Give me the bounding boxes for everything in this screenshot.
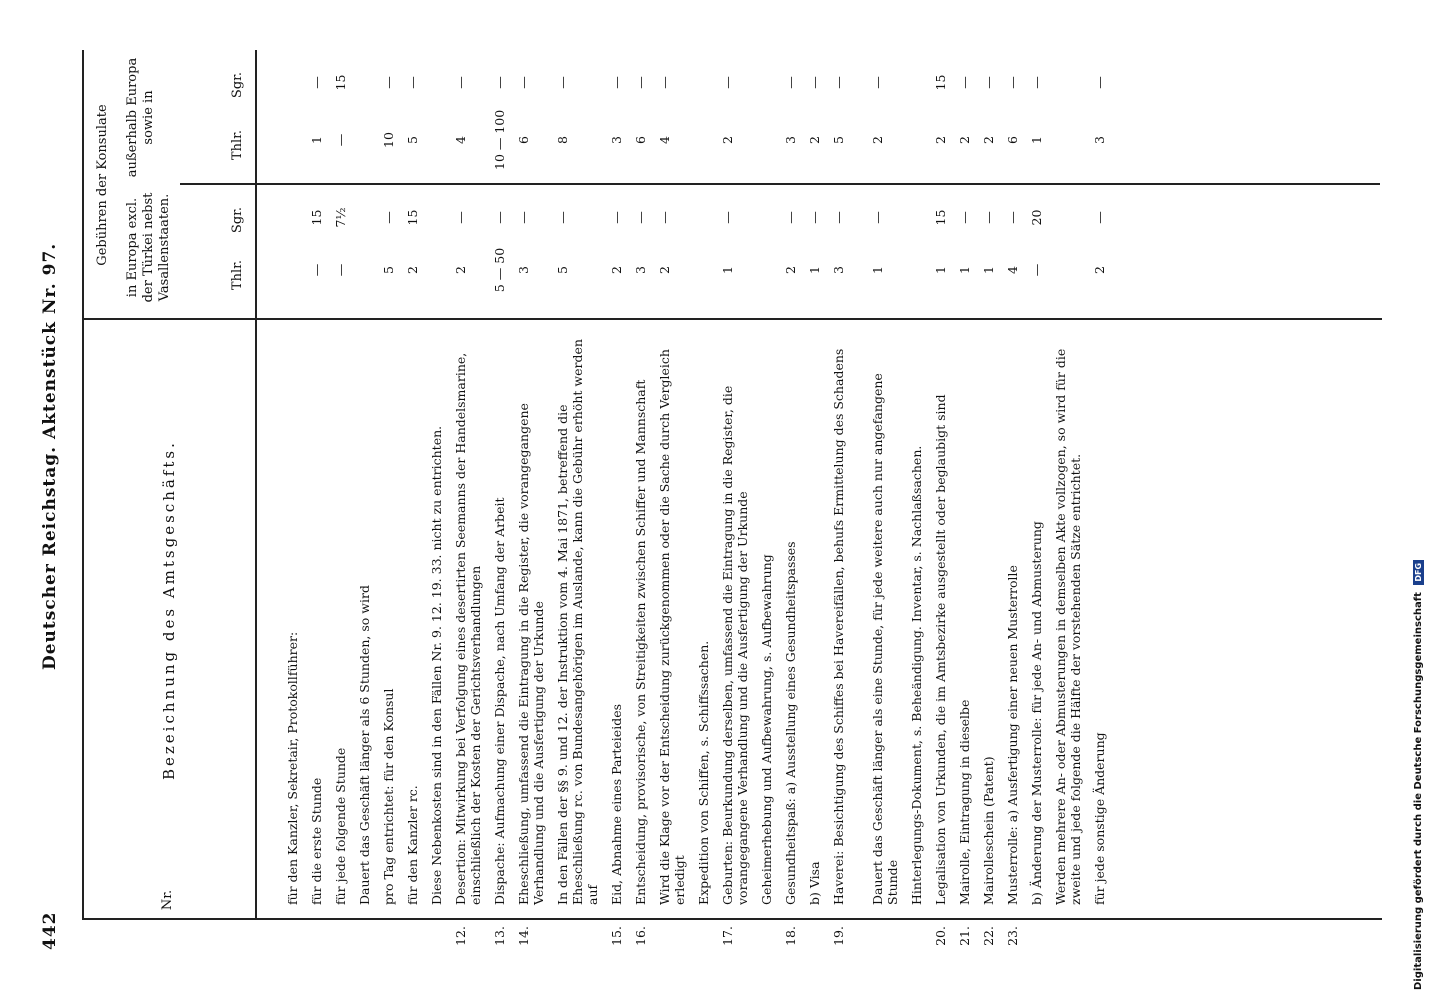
row-outside-sgr: —	[1092, 76, 1107, 89]
row-designation: Geheimerhebung und Aufbewahrung, s. Aufbewahrung	[759, 554, 774, 905]
row-outside-thlr: 5	[831, 136, 846, 144]
row-outside-thlr: 6	[516, 136, 531, 144]
row-number: 19.	[831, 926, 846, 946]
row-designation: für jede sonstige Änderung	[1092, 732, 1107, 905]
row-europe-sgr: —	[516, 211, 531, 224]
row-europe-thlr: 5	[555, 266, 570, 274]
row-europe-thlr: —	[309, 263, 324, 277]
row-outside-thlr: —	[333, 133, 348, 147]
row-outside-thlr: 2	[933, 136, 948, 144]
row-europe-sgr: —	[381, 211, 396, 224]
col-europe-sgr: Sgr.	[230, 206, 245, 234]
row-europe-sgr: —	[453, 211, 468, 224]
row-europe-sgr: 15	[309, 209, 324, 226]
col-europe-header: in Europa excl. der Türkei nebst Vasallenstaaten.	[125, 192, 172, 303]
row-outside-sgr: —	[555, 76, 570, 89]
row-designation: Legalisation von Urkunden, die im Amtsbezirke ausgestellt oder beglaubigt sind	[933, 394, 948, 905]
row-number: 14.	[516, 926, 531, 946]
rule-nr-col	[82, 918, 1382, 920]
row-europe-thlr: 2	[783, 266, 798, 274]
row-europe-sgr: —	[555, 211, 570, 224]
row-europe-thlr: 3	[633, 266, 648, 274]
row-europe-sgr: —	[783, 211, 798, 224]
row-number: 12.	[453, 926, 468, 946]
row-europe-sgr: —	[957, 211, 972, 224]
row-outside-thlr: 6	[1005, 136, 1020, 144]
row-outside-sgr: —	[1029, 76, 1044, 89]
col-designation-header: Bezeichnung des Amtsgeschäfts.	[160, 440, 178, 780]
row-designation: für jede folgende Stunde	[333, 747, 348, 905]
row-europe-sgr: —	[981, 211, 996, 224]
row-outside-sgr: —	[609, 76, 624, 89]
row-designation: Eid, Abnahme eines Parteieides	[609, 703, 624, 905]
row-europe-thlr: 2	[1092, 266, 1107, 274]
row-number: 20.	[933, 926, 948, 946]
row-designation: Mairolle, Eintragung in dieselbe	[957, 699, 972, 905]
row-outside-sgr: —	[381, 76, 396, 89]
row-europe-sgr: —	[1005, 211, 1020, 224]
rule-head-bottom	[255, 50, 257, 920]
row-number: 13.	[492, 926, 507, 946]
row-designation: b) Änderung der Musterrolle: für jede An- und Abmusterung	[1029, 521, 1044, 905]
row-outside-sgr: —	[783, 76, 798, 89]
row-outside-thlr: 1	[309, 136, 324, 144]
row-outside-sgr: —	[720, 76, 735, 89]
row-europe-thlr: 1	[957, 266, 972, 274]
row-europe-thlr: 1	[870, 266, 885, 274]
row-designation: Expedition von Schiffen, s. Schiffssachen.	[696, 640, 711, 905]
row-europe-thlr: —	[333, 263, 348, 277]
row-europe-thlr: 2	[453, 266, 468, 274]
row-outside-thlr: 10 — 100	[492, 109, 507, 170]
row-outside-thlr: 3	[609, 136, 624, 144]
row-designation: Haverei: Besichtigung des Schiffes bei Havereifällen, behufs Ermittelung des Schadens	[831, 348, 846, 905]
row-outside-sgr: —	[309, 76, 324, 89]
row-europe-thlr: 1	[807, 266, 822, 274]
row-designation: Eheschließung, umfassend die Eintragung in die Register, die vorangegangene Verhandlung und die Ausfertigung der Urkunde	[516, 403, 546, 905]
row-number: 18.	[783, 926, 798, 946]
row-outside-thlr: 2	[720, 136, 735, 144]
row-outside-sgr: —	[1005, 76, 1020, 89]
row-outside-thlr: 2	[807, 136, 822, 144]
col-nr-header: Nr.	[160, 889, 175, 911]
row-europe-sgr: —	[807, 211, 822, 224]
row-europe-thlr: 4	[1005, 266, 1020, 274]
row-designation: pro Tag entrichtet: für den Konsul	[381, 688, 396, 905]
digitisation-note	[1413, 560, 1424, 990]
row-europe-thlr: 1	[720, 266, 735, 274]
row-europe-thlr: 5	[381, 266, 396, 274]
row-designation: für die erste Stunde	[309, 777, 324, 905]
row-outside-sgr: 15	[933, 74, 948, 91]
row-outside-thlr: 4	[453, 136, 468, 144]
row-designation: b) Visa	[807, 861, 822, 905]
row-europe-sgr: —	[720, 211, 735, 224]
col-fees-header: Gebühren der Konsulate	[95, 104, 110, 266]
row-designation: Dispache: Aufmachung einer Dispache, nach Umfang der Arbeit	[492, 497, 507, 905]
row-europe-sgr: —	[870, 211, 885, 224]
page-number: 442	[40, 911, 60, 950]
row-designation: für den Kanzler, Sekretair, Protokollführer:	[285, 631, 300, 905]
row-number: 21.	[957, 926, 972, 946]
digitisation-note-text: Digitalisierung gefördert durch die Deutsche Forschungsgemeinschaft	[1413, 592, 1424, 990]
dfg-logo: DFG	[1413, 560, 1424, 585]
row-europe-sgr: —	[831, 211, 846, 224]
row-outside-sgr: 15	[333, 74, 348, 91]
row-outside-thlr: 2	[981, 136, 996, 144]
row-designation: Diese Nebenkosten sind in den Fällen Nr. 9. 12. 19. 33. nicht zu entrichten.	[429, 425, 444, 905]
row-europe-sgr: —	[633, 211, 648, 224]
row-europe-sgr: —	[609, 211, 624, 224]
rule-top	[82, 50, 84, 920]
row-outside-thlr: 8	[555, 136, 570, 144]
running-head: Deutscher Reichstag. Aktenstück Nr. 97.	[40, 242, 60, 670]
row-europe-sgr: 20	[1029, 209, 1044, 226]
row-europe-thlr: 3	[516, 266, 531, 274]
row-designation: Mairolleschein (Patent)	[981, 756, 996, 905]
row-outside-thlr: 5	[405, 136, 420, 144]
row-outside-sgr: —	[957, 76, 972, 89]
row-outside-sgr: —	[453, 76, 468, 89]
row-designation: Geburten: Beurkundung derselben, umfassend die Eintragung in die Register, die vorangegangene Verhandlung und die Ausfertigung der Urkunde	[720, 385, 750, 905]
row-number: 17.	[720, 926, 735, 946]
row-europe-sgr: —	[657, 211, 672, 224]
row-europe-thlr: 5 — 50	[492, 247, 507, 293]
rule-europe-col	[180, 183, 1380, 185]
row-europe-sgr: —	[1092, 211, 1107, 224]
row-number: 22.	[981, 926, 996, 946]
rule-desc-col	[82, 318, 1382, 320]
row-designation: In den Fällen der §§ 9. und 12. der Instruktion vom 4. Mai 1871, betreffend die Eheschließung rc. von Bundesangehörigen im Auslande, kann die Gebühr erhöht werden auf	[555, 339, 600, 905]
row-outside-thlr: 2	[957, 136, 972, 144]
row-europe-sgr: 15	[933, 209, 948, 226]
row-number: 23.	[1005, 926, 1020, 946]
row-outside-thlr: 4	[657, 136, 672, 144]
row-designation: Hinterlegungs-Dokument, s. Beheändigung. Inventar, s. Nachlaßsachen.	[909, 445, 924, 905]
row-europe-thlr: —	[1029, 263, 1044, 277]
row-outside-sgr: —	[405, 76, 420, 89]
row-europe-thlr: 1	[981, 266, 996, 274]
row-outside-thlr: 1	[1029, 136, 1044, 144]
col-outside-thlr: Thlr.	[230, 129, 245, 161]
row-europe-thlr: 2	[609, 266, 624, 274]
row-outside-sgr: —	[633, 76, 648, 89]
row-designation: Gesundheitspaß: a) Ausstellung eines Gesundheitspasses	[783, 541, 798, 905]
row-designation: Entscheidung, provisorische, von Streitigkeiten zwischen Schiffer und Mannschaft	[633, 379, 648, 905]
row-outside-sgr: —	[981, 76, 996, 89]
row-europe-thlr: 2	[405, 266, 420, 274]
row-outside-sgr: —	[492, 76, 507, 89]
row-outside-thlr: 3	[1092, 136, 1107, 144]
col-europe-thlr: Thlr.	[230, 259, 245, 291]
row-number: 15.	[609, 926, 624, 946]
row-outside-sgr: —	[516, 76, 531, 89]
row-designation: Wird die Klage vor der Entscheidung zurückgenommen oder die Sache durch Vergleich erledigt	[657, 349, 687, 905]
row-designation: Musterrolle: a) Ausfertigung einer neuen Musterrolle	[1005, 565, 1020, 905]
row-outside-thlr: 10	[381, 132, 396, 148]
row-number: 16.	[633, 926, 648, 946]
col-outside-header: außerhalb Europa sowie in	[125, 57, 156, 178]
row-outside-sgr: —	[831, 76, 846, 89]
row-outside-thlr: 2	[870, 136, 885, 144]
row-outside-sgr: —	[807, 76, 822, 89]
row-outside-thlr: 3	[783, 136, 798, 144]
row-europe-thlr: 2	[657, 266, 672, 274]
row-europe-thlr: 1	[933, 266, 948, 274]
row-designation: Dauert das Geschäft länger als eine Stunde, für jede weitere auch nur angefangene Stunde	[870, 373, 900, 905]
row-designation: Werden mehrere An- oder Abmusterungen in demselben Akte vollzogen, so wird für die zweite und jede folgende die Hälfte der vorstehenden Sätze entrichtet.	[1053, 348, 1083, 905]
row-designation: Dauert das Geschäft länger als 6 Stunden, so wird	[357, 585, 372, 905]
col-outside-sgr: Sgr.	[230, 71, 245, 99]
row-europe-sgr: 7½	[333, 207, 348, 228]
row-europe-thlr: 3	[831, 266, 846, 274]
row-designation: für den Kanzler rc.	[405, 785, 420, 905]
row-outside-sgr: —	[657, 76, 672, 89]
row-outside-thlr: 6	[633, 136, 648, 144]
row-designation: Desertion: Mitwirkung bei Verfolgung eines desertirten Seemanns der Handelsmarine, einschließlich der Kosten der Gerichtsverhandlungen	[453, 352, 483, 905]
row-europe-sgr: 15	[405, 209, 420, 226]
row-outside-sgr: —	[870, 76, 885, 89]
row-europe-sgr: —	[492, 211, 507, 224]
